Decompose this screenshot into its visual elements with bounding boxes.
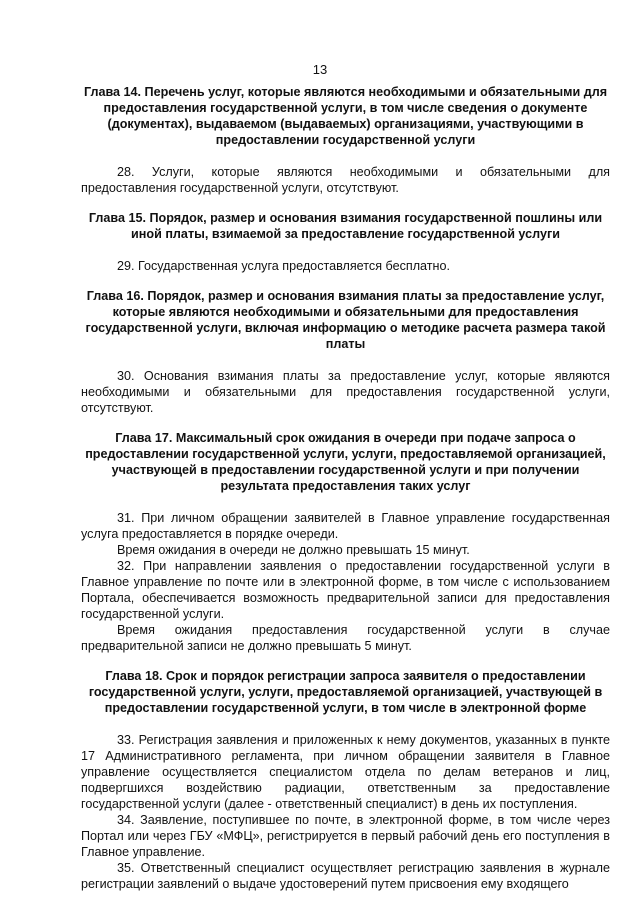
- chapter-18-heading: Глава 18. Срок и порядок регистрации запроса заявителя о предоставлении государственной услуги, услуги, предоставляемой организацией, участвующей в предоставлении государственной услуги, в том числе в электронной форме: [88, 669, 603, 715]
- paragraph-30: 30. Основания взимания платы за предоставление услуг, которые являются необходимыми и обязательными для предоставления государственной услуги, отсутствуют.: [81, 369, 610, 415]
- paragraph-33: 33. Регистрация заявления и приложенных к нему документов, указанных в пункте 17 Административного регламента, при личном обращении заявителя в Главное управление осуществляется специалистом отдела по делам ветеранов и лиц, подвергшихся воздействию радиации, ответственным за предоставление государственной услуги (далее - ответственный специалист) в день их поступления.: [81, 733, 610, 811]
- paragraph-29: 29. Государственная услуга предоставляется бесплатно.: [117, 259, 451, 273]
- paragraph-32: 32. При направлении заявления о предоставлении государственной услуги в Главное управление по почте или в электронной форме, в том числе с использованием Портала, обеспечивается возможность предварительной записи для предоставления государственной услуги.: [81, 559, 610, 621]
- paragraph-34: 34. Заявление, поступившее по почте, в электронной форме, в том числе через Портал или через ГБУ «МФЦ», регистрируется в первый рабочий день его поступления в Главное управление.: [81, 813, 610, 859]
- page-number: 13: [312, 62, 328, 77]
- document-body: [81, 84, 610, 892]
- paragraph-31: 31. При личном обращении заявителей в Главное управление государственная услуга предоставляется в порядке очереди.: [81, 511, 610, 541]
- paragraph-32-wait-time: Время ожидания предоставления государственной услуги в случае предварительной записи не должно превышать 5 минут.: [81, 623, 610, 653]
- chapter-17-heading: Глава 17. Максимальный срок ожидания в очереди при подаче запроса о предоставлении государственной услуги, услуги, предоставляемой организацией, участвующей в предоставлении государственной услуги и при получении результата предоставления таких услуг: [85, 431, 606, 493]
- chapter-15-heading: Глава 15. Порядок, размер и основания взимания государственной пошлины или иной платы, взимаемой за предоставление государственной услуги: [88, 211, 603, 241]
- chapter-14-heading: Глава 14. Перечень услуг, которые являются необходимыми и обязательными для предоставления государственной услуги, в том числе сведения о документе (документах), выдаваемом (выдаваемых) организациями, участвующими в предоставлении государственной услуги: [83, 85, 608, 147]
- paragraph-31-wait-time: Время ожидания в очереди не должно превышать 15 минут.: [117, 543, 470, 557]
- paragraph-35: 35. Ответственный специалист осуществляет регистрацию заявления в журнале регистрации заявлений о выдаче удостоверений путем присвоения ему входящего: [81, 861, 610, 891]
- chapter-16-heading: Глава 16. Порядок, размер и основания взимания платы за предоставление услуг, которые являются необходимыми и обязательными для предоставления государственной услуги, включая информацию о методике расчета размера такой платы: [85, 289, 606, 351]
- paragraph-28: 28. Услуги, которые являются необходимыми и обязательными для предоставления государственной услуги, отсутствуют.: [81, 165, 610, 195]
